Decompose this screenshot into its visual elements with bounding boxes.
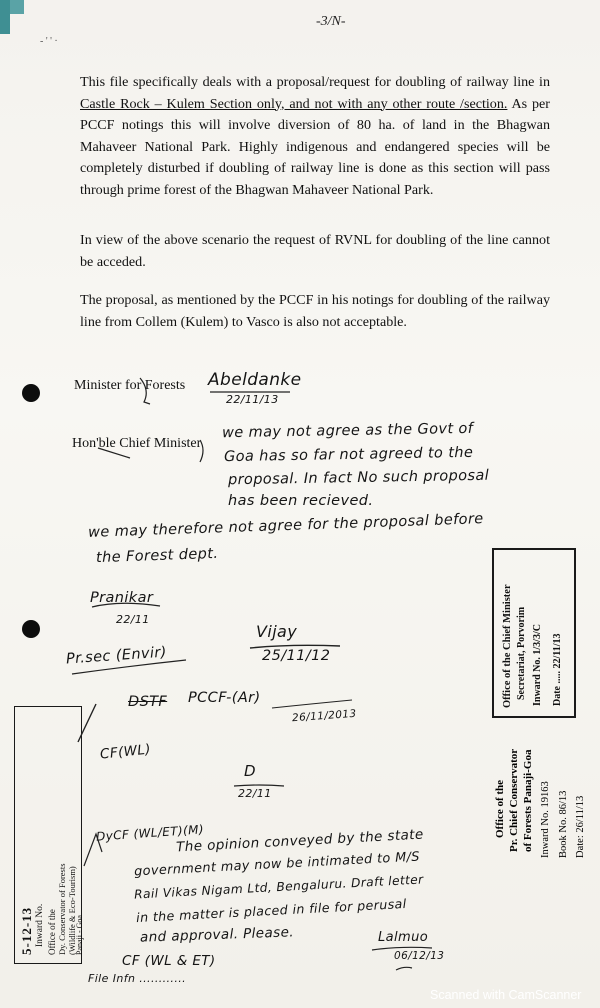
note-line-3: Rail Vikas Nigam Ltd, Bengaluru. Draft letter (133, 872, 424, 902)
cm-note-line-3: proposal. In fact No such proposal (227, 467, 490, 489)
note-line-4: in the matter is placed in file for perusal (135, 895, 407, 926)
note-line-2: government may now be intimated to M/S (133, 849, 421, 880)
pccf-stamp-line-3: of Forests Panaji-Goa (522, 749, 534, 852)
dycf-stamp-line-5: Panaji - Goa (75, 915, 84, 955)
cm-stamp-date: Date ..... 22/11/13 (552, 633, 563, 706)
pccf-stamp-line-1: Office of the (494, 779, 506, 838)
cm-stamp-inward: Inward No. 1/3/3/C (532, 624, 543, 706)
pccf-underline (272, 700, 352, 708)
signature-pr-sec-underline (250, 645, 340, 648)
signature-cm: Pranikar (90, 590, 154, 606)
cm-note-line-6: the Forest dept. (95, 545, 219, 567)
note-line-5: and approval. Please. (139, 924, 295, 946)
cm-note-line-1: we may not agree as the Govt of (221, 420, 474, 442)
dycf-stamp-line-1: Inward No. (35, 903, 45, 947)
cm-note-line-2: Goa has so far not agreed to the (223, 444, 474, 466)
pccf-stamp-book: Book No. 86/13 (558, 790, 569, 858)
tick-mark-1 (78, 704, 96, 742)
dycf-wl-et: DyCF (WL/ET)(M) (95, 822, 205, 844)
pccf-stamp-inward: Inward No. 19163 (540, 781, 551, 858)
note-line-1: The opinion conveyed by the state (175, 826, 425, 856)
signature-minister-date: 22/11/13 (226, 393, 279, 406)
dstf-struck: DSTF (128, 694, 168, 710)
signature-cm-underline (92, 603, 160, 607)
paragraph-1-underlined: Castle Rock – Kulem Section only, and not with any other route /section. (80, 95, 508, 112)
pccf-date: 26/11/2013 (291, 707, 357, 725)
cf-wl-et: CF (WL & ET) (122, 953, 216, 969)
cm-bracket-stroke (200, 440, 203, 462)
signature-cm-date: 22/11 (116, 613, 150, 626)
small-mark (396, 967, 412, 970)
pr-sec-underline (72, 660, 186, 674)
signature-pr-sec-date: 25/11/12 (262, 648, 331, 664)
signature-pccf: D (244, 762, 256, 780)
pccf-stamp-line-2: Pr. Chief Conservator (508, 748, 520, 852)
page-number: -3/N- (316, 14, 346, 29)
cm-note-line-5: we may therefore not agree for the proposal before (87, 511, 484, 541)
cm-stamp-line-1: Office of the Chief Minister (502, 584, 513, 708)
cm-note-line-4: has been recieved. (228, 493, 374, 509)
pccf-ar: PCCF-(Ar) (188, 690, 261, 706)
minister-strike-stroke (140, 378, 150, 404)
cm-stamp-line-2: Secretariat, Porvorim (516, 606, 527, 700)
dycf-stamp-line-4: (Wildlife & Eco-Tourism) (67, 866, 77, 955)
corner-mark: - ' ' · (40, 36, 58, 47)
signature-dycf-date: 06/12/13 (394, 950, 445, 962)
signature-pccf-date: 22/11 (238, 787, 272, 800)
signature-dycf-underline (372, 947, 432, 950)
minister-label: Minister for Forests (74, 378, 186, 393)
file-line: File Infn ............ (88, 972, 187, 985)
dycf-stamp-date: 5-12-13 (19, 906, 34, 955)
paragraph-1-rest: As per PCCF notings this will involve diversion of 80 ha. of land in the Bhagwan Mahaveer National Park. Highly indigenous and endangered species will be completely disturbed if doubling of railway line is done as this section will pass through prime forest of the Bhagwan Mahaveer National Park. (80, 95, 550, 198)
signature-pccf-underline (234, 785, 284, 786)
tick-mark-2 (84, 834, 102, 866)
signature-pr-sec: Vijay (256, 622, 298, 641)
scanner-footer: Scanned with CamScanner (430, 988, 582, 1002)
paragraph-3: The proposal, as mentioned by the PCCF in his notings for doubling of the railway line from Collem (Kulem) to Vasco is also not acceptable. (80, 292, 550, 330)
dycf-stamp-line-3: Dy. Conservator of Forests (57, 863, 67, 955)
pr-sec-env: Pr.sec (Envir) (65, 644, 168, 668)
pccf-stamp-date: Date: 26/11/13 (575, 795, 586, 858)
paragraph-2: In view of the above scenario the request of RVNL for doubling of the line cannot be acceded. (80, 232, 550, 270)
signature-minister: Abeldanke (208, 370, 302, 390)
paragraph-1-text: This file specifically deals with a proposal/request for doubling of railway line in (80, 74, 550, 90)
dycf-stamp-line-2: Office of the (47, 909, 57, 955)
cf-wl: CF(WL) (99, 741, 152, 763)
signature-dycf: Lalmuo (378, 930, 429, 945)
cm-label-strike-stroke (98, 448, 130, 458)
chief-minister-label: Hon'ble Chief Minister (72, 436, 202, 451)
